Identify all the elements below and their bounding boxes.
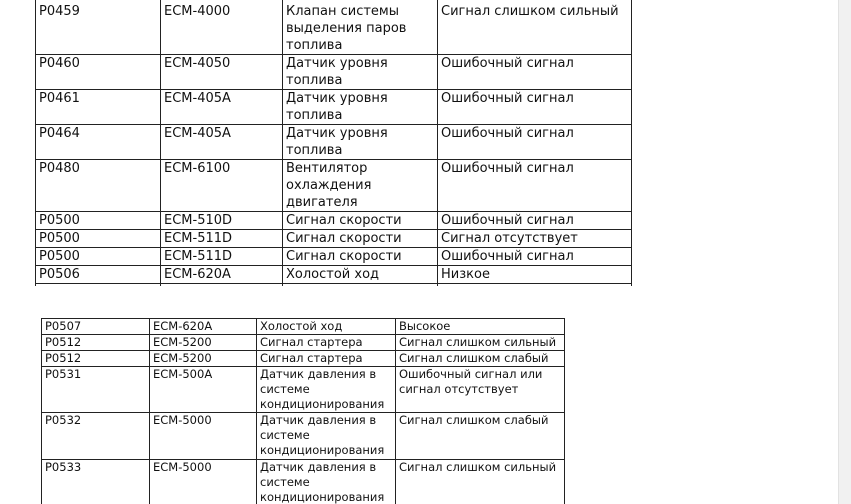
dtc-code-cell: P0507	[42, 319, 150, 335]
column-divider	[256, 499, 257, 504]
fault-description-cell: Сигнал слишком сильный	[396, 335, 565, 351]
table-row	[36, 125, 632, 160]
fault-description-cell: Сигнал слишком сильный	[396, 460, 565, 504]
component-cell: Сигнал скорости	[283, 248, 438, 266]
dtc-code-cell: P0459	[36, 0, 161, 55]
dtc-code-cell: P0460	[36, 55, 161, 90]
ecm-code-cell: ECM-511D	[161, 248, 283, 266]
column-divider	[395, 499, 396, 504]
ecm-code-cell: ECM-5200	[150, 335, 257, 351]
dtc-code-cell: P0533	[42, 460, 150, 504]
fault-description-cell: Ошибочный сигнал	[438, 160, 632, 212]
fault-description-cell: Высокое	[396, 319, 565, 335]
dtc-code-cell: P0464	[36, 125, 161, 160]
fault-description-cell: Ошибочный сигнал	[438, 55, 632, 90]
table-row	[42, 335, 565, 351]
ecm-code-cell: ECM-6100	[161, 160, 283, 212]
ecm-code-cell: ECM-5000	[150, 413, 257, 460]
fault-description-cell: Низкое	[438, 266, 632, 284]
dtc-code-cell: P0480	[36, 160, 161, 212]
component-cell: Вентилятор охлаждения двигателя	[283, 160, 438, 212]
page-scroll-edge	[838, 0, 851, 504]
ecm-code-cell: ECM-4050	[161, 55, 283, 90]
table-row	[36, 212, 632, 230]
ecm-code-cell: ECM-511D	[161, 230, 283, 248]
fault-description-cell: Сигнал отсутствует	[438, 230, 632, 248]
fault-description-cell: Сигнал слишком слабый	[396, 413, 565, 460]
table-row	[42, 319, 565, 335]
ecm-code-cell: ECM-620A	[150, 319, 257, 335]
ecm-code-cell: ECM-405A	[161, 90, 283, 125]
component-cell: Датчик давления в системе кондиционирования	[257, 367, 396, 413]
table-row	[36, 266, 632, 284]
dtc-code-cell: P0500	[36, 248, 161, 266]
ecm-code-cell: ECM-5000	[150, 460, 257, 504]
component-cell: Сигнал скорости	[283, 212, 438, 230]
fault-description-cell: Сигнал слишком сильный	[438, 0, 632, 55]
dtc-code-cell: P0500	[36, 212, 161, 230]
component-cell: Сигнал стартера	[257, 351, 396, 367]
component-cell: Датчик уровня топлива	[283, 125, 438, 160]
table-row	[42, 367, 565, 413]
fault-description-cell: Ошибочный сигнал или сигнал отсутствует	[396, 367, 565, 413]
ecm-code-cell: ECM-620A	[161, 266, 283, 284]
dtc-code-cell: P0461	[36, 90, 161, 125]
dtc-code-cell: P0512	[42, 351, 150, 367]
column-divider	[149, 499, 150, 504]
table-row	[36, 230, 632, 248]
component-cell: Датчик давления в системе кондиционирования	[257, 460, 396, 504]
component-cell: Датчик давления в системе кондиционирования	[257, 413, 396, 460]
table-row	[36, 248, 632, 266]
dtc-code-cell: P0512	[42, 335, 150, 351]
ecm-code-cell: ECM-510D	[161, 212, 283, 230]
column-divider	[282, 283, 283, 286]
table-row	[42, 351, 565, 367]
table-continuation-edge	[41, 499, 565, 504]
component-cell: Сигнал скорости	[283, 230, 438, 248]
dtc-code-cell: P0531	[42, 367, 150, 413]
component-cell: Датчик уровня топлива	[283, 55, 438, 90]
column-divider	[160, 283, 161, 286]
component-cell: Сигнал стартера	[257, 335, 396, 351]
component-cell: Холостой ход	[283, 266, 438, 284]
column-divider	[437, 283, 438, 286]
table-row	[36, 0, 632, 55]
fault-code-table-lower	[41, 318, 565, 504]
table-row	[36, 55, 632, 90]
table-row	[36, 90, 632, 125]
dtc-code-cell: P0532	[42, 413, 150, 460]
fault-description-cell: Ошибочный сигнал	[438, 90, 632, 125]
ecm-code-cell: ECM-5200	[150, 351, 257, 367]
dtc-code-cell: P0506	[36, 266, 161, 284]
ecm-code-cell: ECM-4000	[161, 0, 283, 55]
fault-description-cell: Сигнал слишком слабый	[396, 351, 565, 367]
table-row	[42, 413, 565, 460]
table-continuation-edge	[35, 283, 632, 286]
component-cell: Холостой ход	[257, 319, 396, 335]
table-row	[42, 460, 565, 504]
ecm-code-cell: ECM-405A	[161, 125, 283, 160]
fault-description-cell: Ошибочный сигнал	[438, 125, 632, 160]
fault-code-table-upper	[35, 0, 632, 284]
dtc-code-cell: P0500	[36, 230, 161, 248]
component-cell: Клапан системы выделения паров топлива	[283, 0, 438, 55]
fault-description-cell: Ошибочный сигнал	[438, 212, 632, 230]
fault-description-cell: Ошибочный сигнал	[438, 248, 632, 266]
component-cell: Датчик уровня топлива	[283, 90, 438, 125]
ecm-code-cell: ECM-500A	[150, 367, 257, 413]
table-row	[36, 160, 632, 212]
